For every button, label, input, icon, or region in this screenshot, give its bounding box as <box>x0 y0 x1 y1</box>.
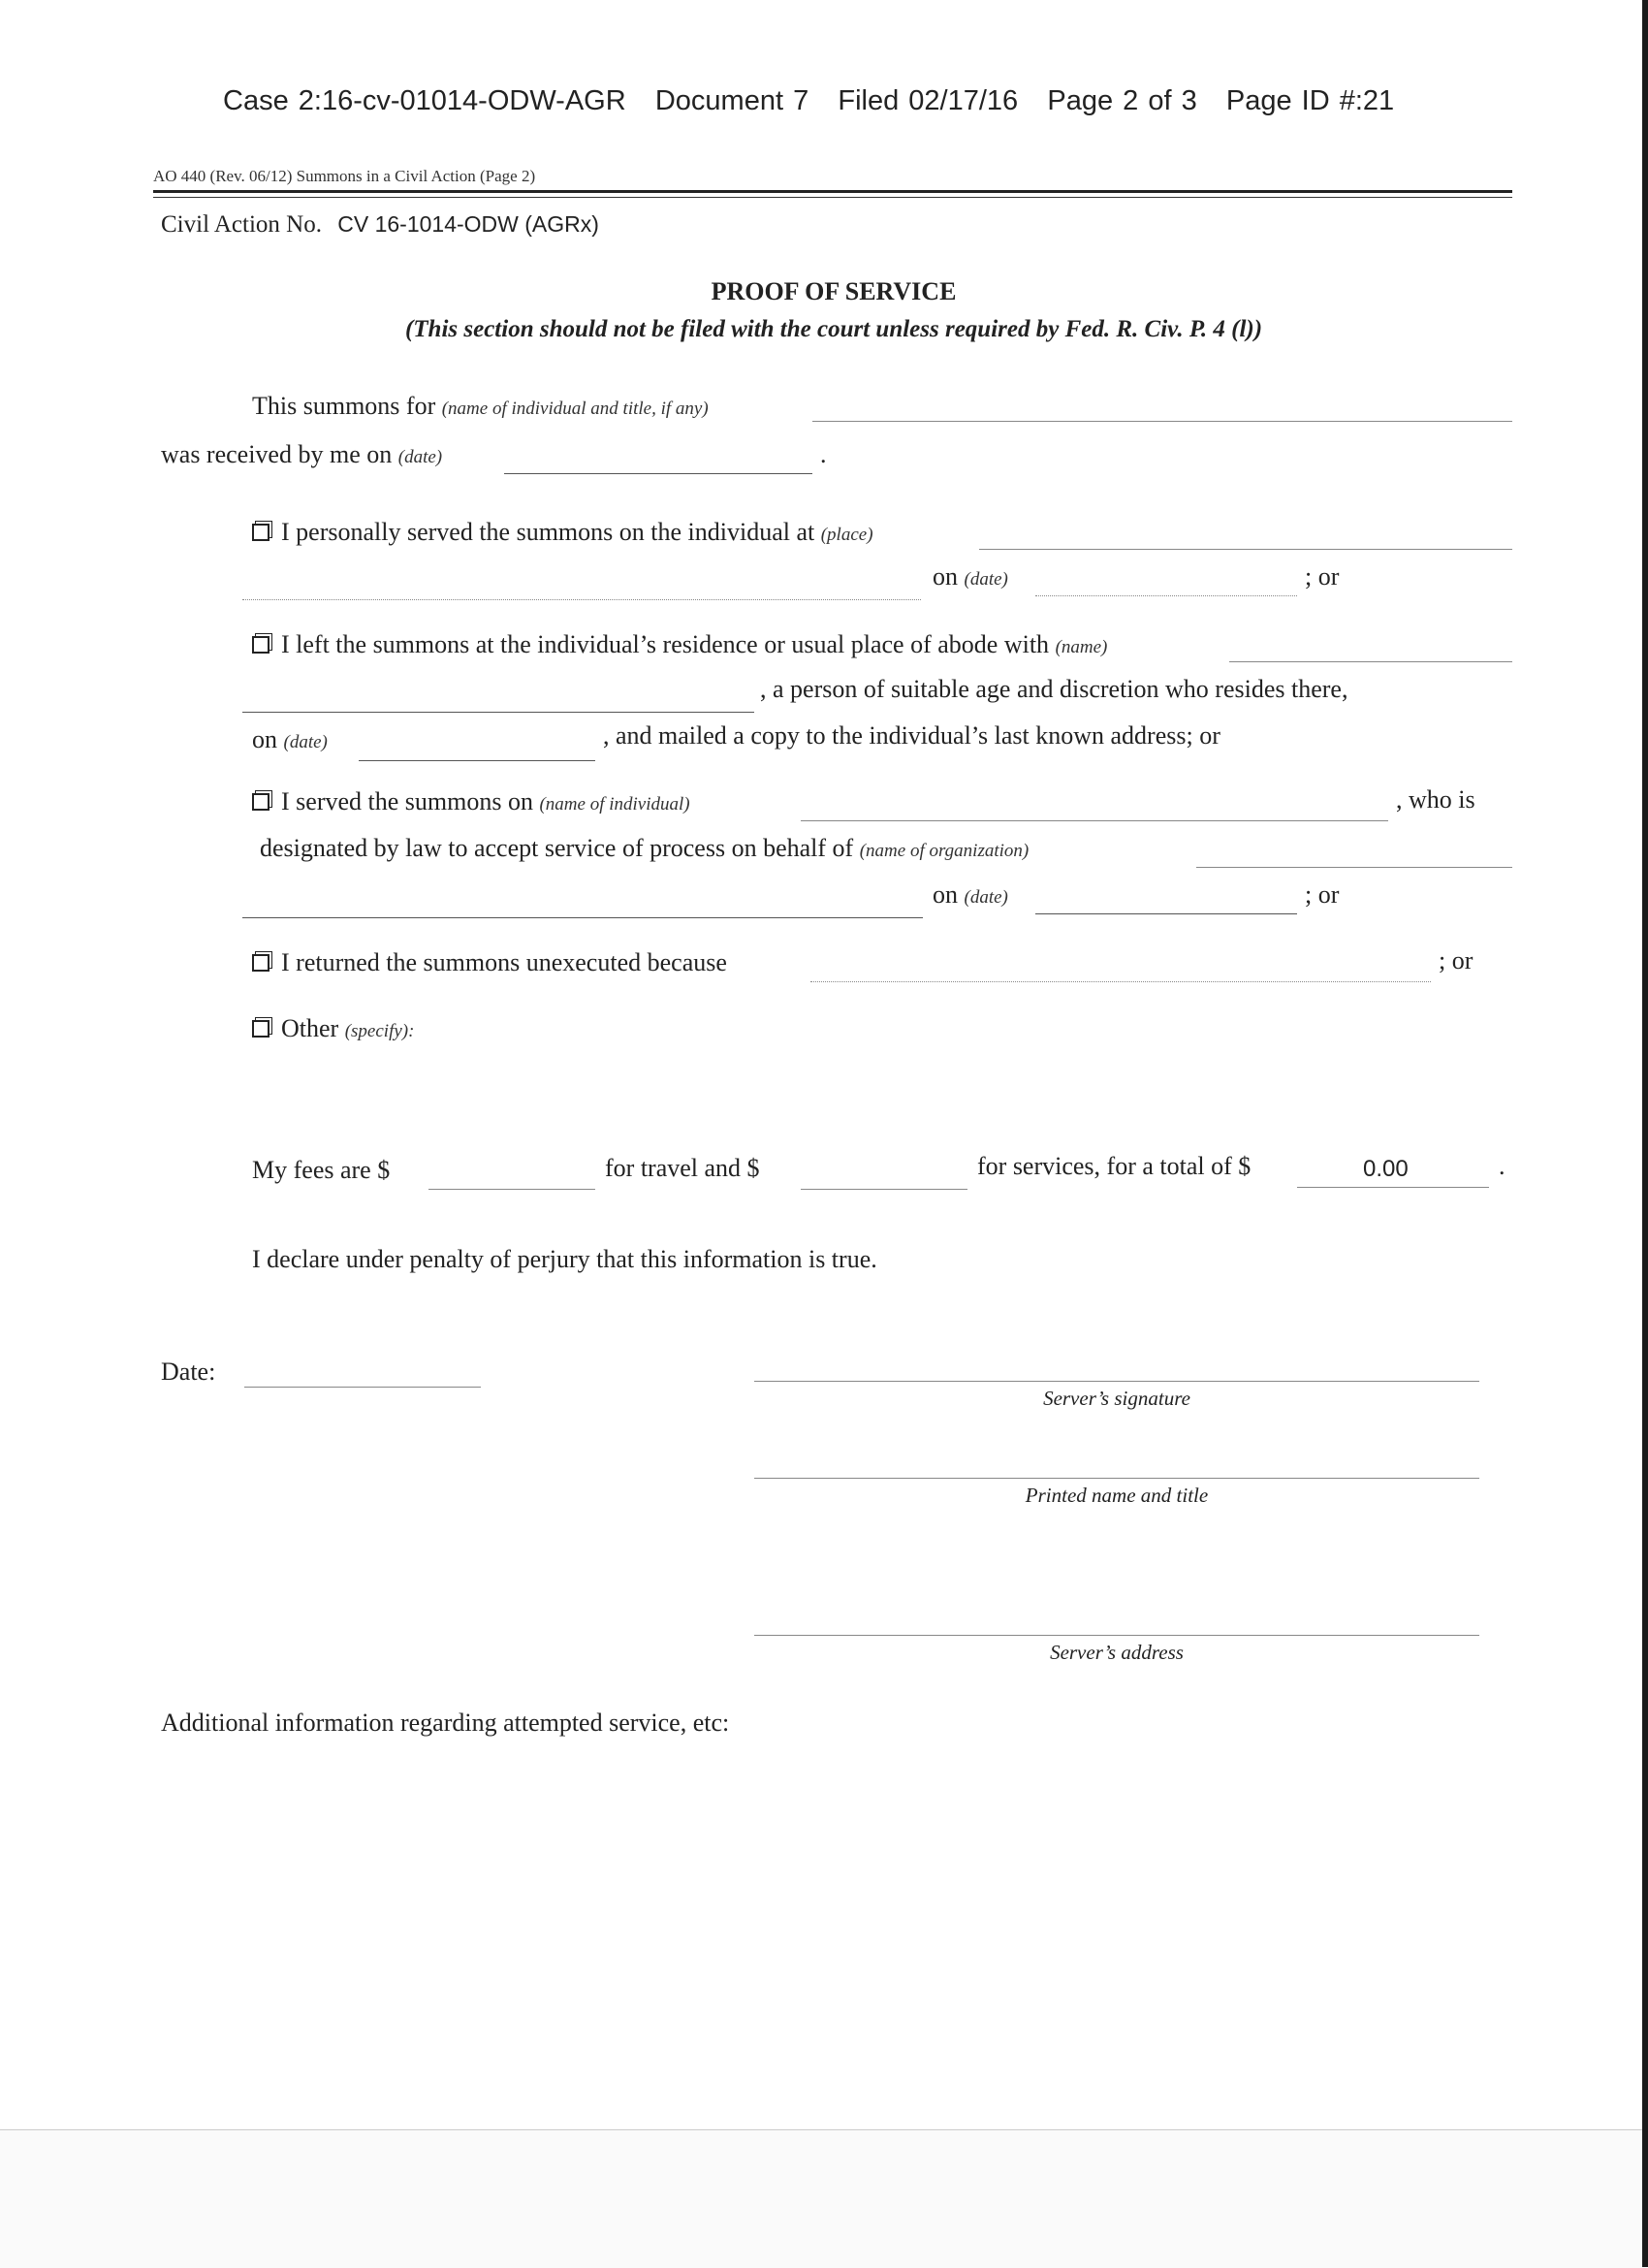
date-field[interactable] <box>244 1387 481 1388</box>
designated-name-field[interactable] <box>801 820 1388 821</box>
printed-name-field[interactable] <box>754 1478 1479 1479</box>
summons-for-row <box>252 392 709 421</box>
fees-total-field[interactable] <box>1297 1187 1489 1188</box>
printed-name-label: Printed name and title <box>1025 1484 1209 1507</box>
residence-text: I left the summons at the individual’s residence or usual place of abode with <box>281 630 1050 658</box>
received-date-field[interactable] <box>504 473 812 474</box>
personal-place-hint: (place) <box>820 525 873 545</box>
residence-mailed-text: , and mailed a copy to the individual’s last known address; or <box>603 721 1220 750</box>
fees-period: . <box>1499 1152 1505 1180</box>
option-residence <box>252 630 1107 659</box>
personal-place-field[interactable] <box>979 549 1512 550</box>
residence-name-field[interactable] <box>1229 661 1512 662</box>
personal-date-hint: (date) <box>964 569 1008 590</box>
designated-name-hint: (name of individual) <box>539 794 690 815</box>
option-personal <box>252 518 873 547</box>
designated-text: I served the summons on <box>281 787 533 815</box>
designated-date-hint: (date) <box>964 887 1008 908</box>
designated-on <box>933 880 1008 910</box>
summons-for-text: This summons for <box>252 392 436 420</box>
summons-name-field[interactable] <box>812 421 1512 422</box>
designated-who-is: , who is <box>1396 785 1475 814</box>
personal-text: I personally served the summons on the individual at <box>281 518 815 546</box>
address-label: Server’s address <box>1050 1641 1184 1664</box>
designated-checkbox[interactable] <box>252 793 269 811</box>
returned-text: I returned the summons unexecuted because <box>281 948 727 976</box>
fees-services-field[interactable] <box>801 1189 967 1190</box>
personal-on-text: on <box>933 562 958 591</box>
received-hint: (date) <box>397 447 443 467</box>
designated-on-text: on <box>933 880 958 909</box>
residence-date-hint: (date) <box>283 732 328 752</box>
page-title: PROOF OF SERVICE <box>711 277 957 305</box>
designated-law-text: designated by law to accept service of process on behalf of <box>260 834 854 862</box>
page-subtitle: (This section should not be filed with the court unless required by Fed. R. Civ. P. 4 (l)) <box>404 316 1263 342</box>
summons-for-hint: (name of individual and title, if any) <box>441 399 709 419</box>
filed-date: Filed 02/17/16 <box>838 85 1019 116</box>
residence-person-text: , a person of suitable age and discretion who resides there, <box>760 675 1348 703</box>
page-id: Page ID #:21 <box>1225 85 1395 116</box>
civil-action-number: CV 16-1014-ODW (AGRx) <box>337 211 599 237</box>
designated-org-hint: (name of organization) <box>859 841 1030 861</box>
designated-org-field-2[interactable] <box>242 917 923 918</box>
case-header <box>223 85 1394 117</box>
page-number: Page 2 of 3 <box>1047 85 1197 116</box>
other-hint: (specify): <box>344 1021 415 1041</box>
option-designated <box>252 787 690 816</box>
signature-label: Server’s signature <box>1043 1387 1190 1410</box>
option-other <box>252 1014 414 1043</box>
designated-row-2 <box>260 834 1029 863</box>
personal-date-field[interactable] <box>1035 595 1297 596</box>
residence-name-field-2[interactable] <box>242 712 754 713</box>
returned-checkbox[interactable] <box>252 954 269 972</box>
designated-date-field[interactable] <box>1035 913 1297 914</box>
fees-total-value: 0.00 <box>1363 1156 1409 1182</box>
returned-reason-field[interactable] <box>810 981 1431 982</box>
civil-action-label: Civil Action No. <box>161 211 322 238</box>
declaration-text: I declare under penalty of perjury that this information is true. <box>252 1245 877 1273</box>
residence-on-row <box>252 725 328 754</box>
date-label: Date: <box>161 1358 216 1386</box>
residence-date-field[interactable] <box>359 760 595 761</box>
document-number: Document 7 <box>654 85 809 116</box>
personal-or: ; or <box>1305 562 1340 591</box>
residence-checkbox[interactable] <box>252 636 269 654</box>
scan-bottom-edge <box>0 2129 1648 2268</box>
scan-right-edge <box>1642 0 1648 2267</box>
received-row <box>161 440 442 469</box>
fees-travel-field[interactable] <box>428 1189 595 1190</box>
case-number: Case 2:16-cv-01014-ODW-AGR <box>223 85 626 116</box>
signature-field[interactable] <box>754 1381 1479 1382</box>
header-rule-bottom <box>153 197 1512 198</box>
other-checkbox[interactable] <box>252 1020 269 1038</box>
other-text: Other <box>281 1014 339 1042</box>
received-period: . <box>820 440 827 468</box>
fees-travel-text: for travel and $ <box>605 1154 760 1182</box>
fees-services-text: for services, for a total of $ <box>977 1152 1252 1180</box>
personal-on <box>933 562 1008 591</box>
header-rule-top <box>153 190 1512 193</box>
returned-or: ; or <box>1439 946 1474 974</box>
civil-action <box>161 211 599 239</box>
form-id: AO 440 (Rev. 06/12) Summons in a Civil Action (Page 2) <box>153 167 536 185</box>
fees-label: My fees are $ <box>252 1156 391 1184</box>
option-returned <box>252 948 727 977</box>
personal-place-field-2[interactable] <box>242 599 921 600</box>
residence-on-text: on <box>252 725 277 753</box>
additional-info-text: Additional information regarding attempted service, etc: <box>161 1709 730 1737</box>
address-field[interactable] <box>754 1635 1479 1636</box>
personal-checkbox[interactable] <box>252 524 269 541</box>
residence-name-hint: (name) <box>1055 637 1108 657</box>
received-text: was received by me on <box>161 440 393 468</box>
designated-or: ; or <box>1305 880 1340 909</box>
designated-org-field[interactable] <box>1196 867 1512 868</box>
